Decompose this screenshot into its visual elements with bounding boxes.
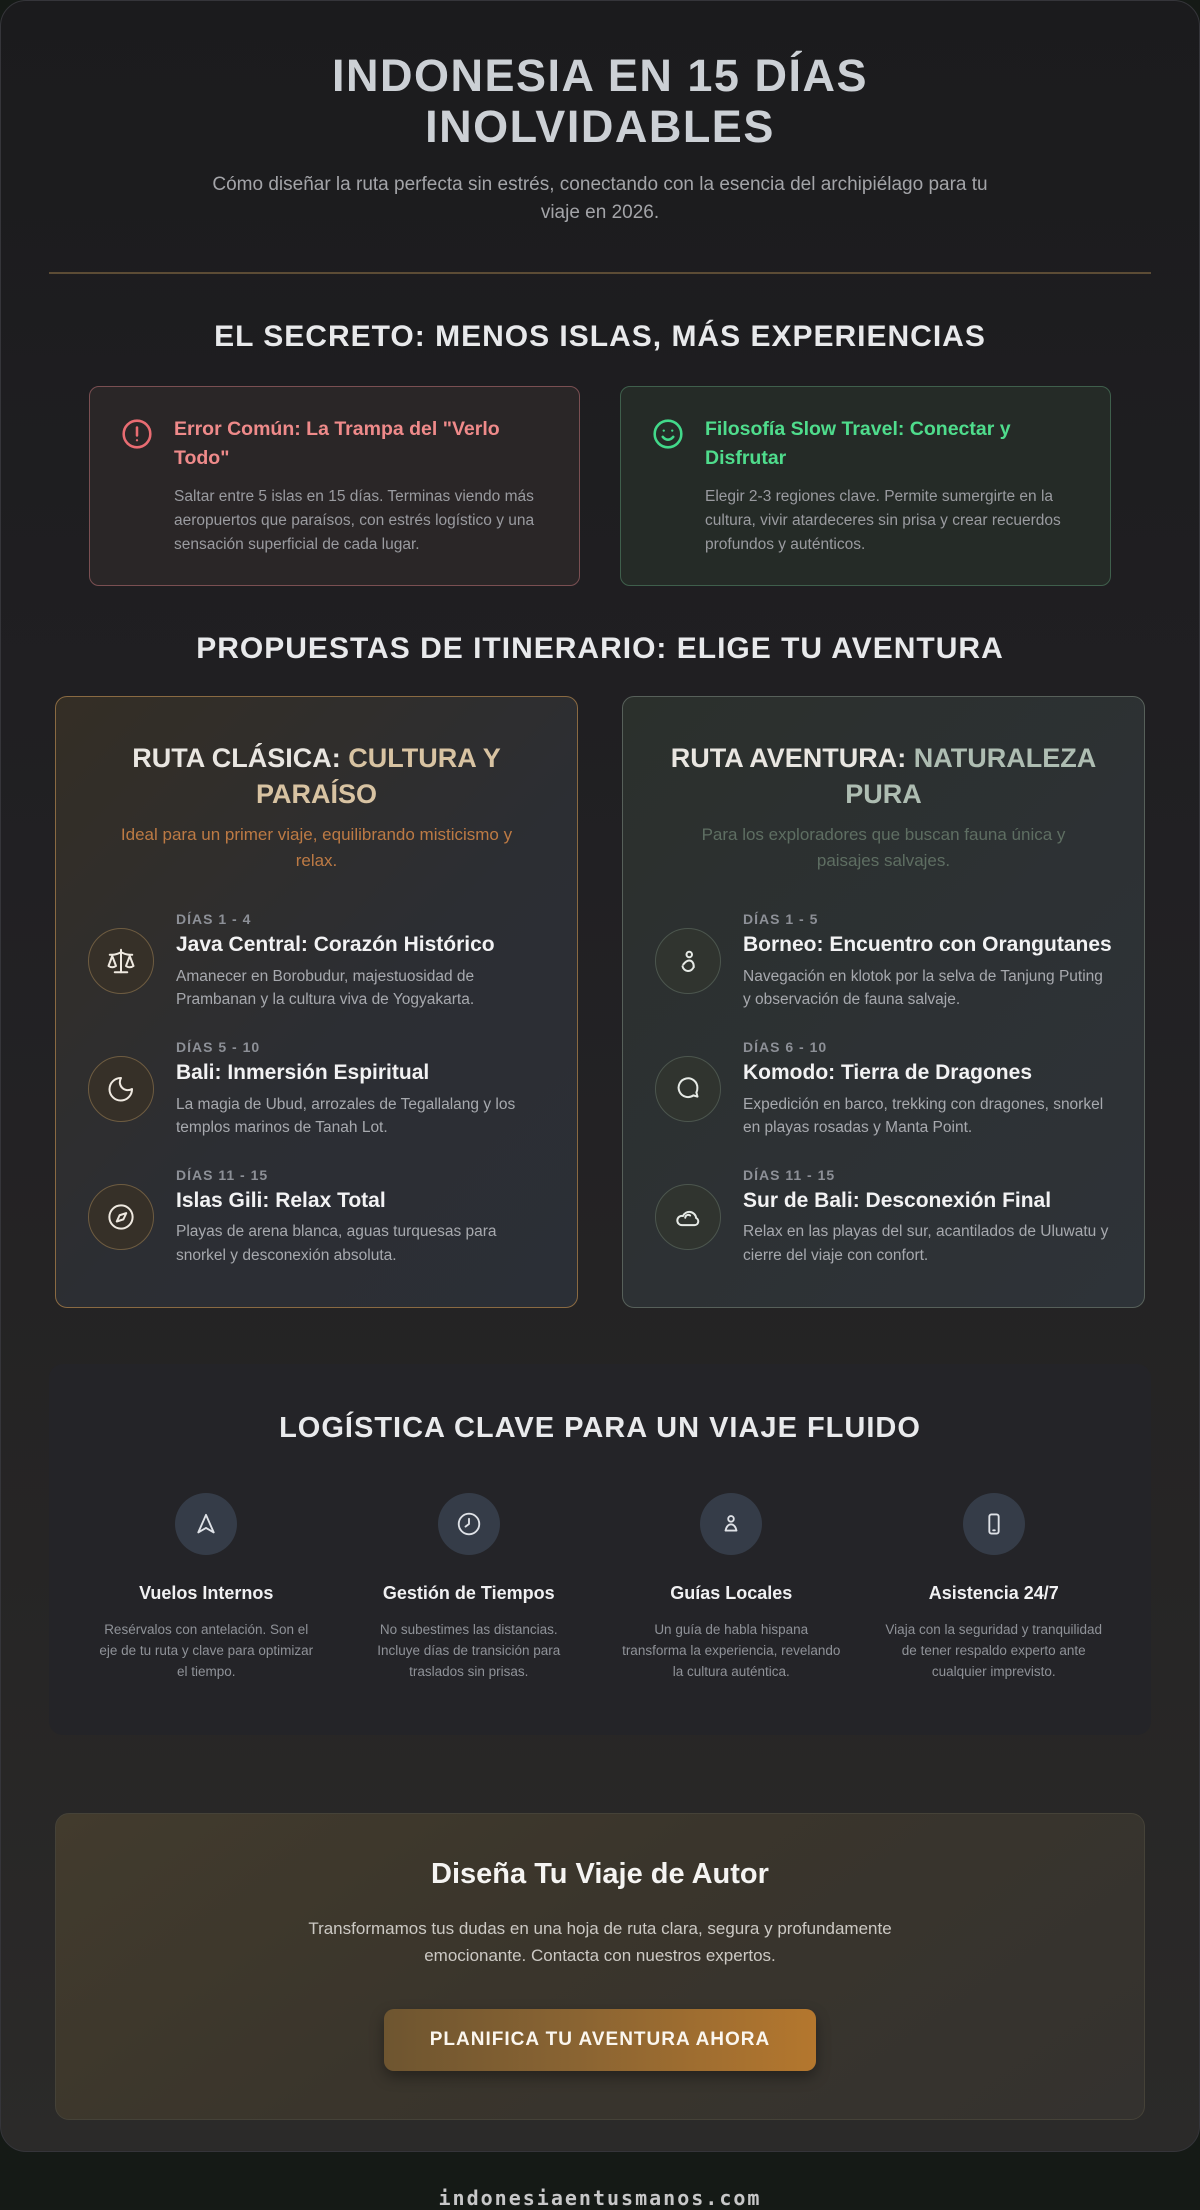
item-days: DÍAS 5 - 10 [176, 1039, 261, 1056]
item-desc: Relax en las playas del sur, acantilados de Uluwatu y cierre del viaje con confort. [743, 1223, 1109, 1264]
secret-section-heading: EL SECRETO: MENOS ISLAS, MÁS EXPERIENCIAS [214, 319, 986, 353]
guide-person-icon [700, 1493, 762, 1555]
plan-adventure-button[interactable]: PLANIFICA TU AVENTURA AHORA [384, 2009, 816, 2071]
page-title [61, 51, 1139, 153]
slow-travel-card [620, 386, 1111, 587]
route-classic-items [86, 911, 547, 1266]
item-days: DÍAS 6 - 10 [743, 1039, 828, 1056]
item-text [176, 1039, 545, 1139]
error-card-content [174, 415, 549, 558]
error-card-title: Error Común: La Trampa del "Verlo Todo" [174, 417, 500, 469]
route-adventure-title-highlight: NATURALEZA PURA [845, 743, 1097, 809]
logistics-item-guides [618, 1493, 845, 1683]
route-card-classic [55, 696, 578, 1308]
item-text [743, 1167, 1112, 1267]
route-adventure-subtitle: Para los exploradores que buscan fauna única y paisajes salvajes. [701, 825, 1066, 870]
item-title: Sur de Bali: Desconexión Final [743, 1189, 1052, 1213]
route-classic-title [94, 741, 539, 812]
item-text [176, 911, 545, 1011]
list-item [655, 1039, 1112, 1139]
route-adventure-title [661, 741, 1106, 812]
smartphone-icon [963, 1493, 1025, 1555]
slow-travel-card-content [705, 415, 1080, 558]
header-divider [49, 272, 1151, 274]
item-desc: Amanecer en Borobudur, majestuosidad de Prambanan y la cultura viva de Yogyakarta. [176, 967, 475, 1009]
item-title: Bali: Inmersión Espiritual [176, 1061, 430, 1085]
compass-icon [88, 1184, 154, 1250]
item-desc: Playas de arena blanca, aguas turquesas para snorkel y desconexión absoluta. [176, 1223, 497, 1264]
item-days: DÍAS 1 - 4 [176, 911, 252, 928]
item-title: Java Central: Corazón Histórico [176, 933, 495, 957]
logistics-heading: LOGÍSTICA CLAVE PARA UN VIAJE FLUIDO [279, 1411, 921, 1444]
logistics-item-desc: Resérvalos con antelación. Son el eje de tu ruta y clave para optimizar el tiempo. [99, 1621, 314, 1679]
logistics-item-flights [93, 1493, 320, 1683]
page-subtitle: Cómo diseñar la ruta perfecta sin estrés, conectando con la esencia del archipiélago para tu viaje en 2026. [212, 173, 988, 224]
error-card-body: Saltar entre 5 islas en 15 días. Terminas viendo más aeropuertos que paraísos, con estrés logístico y una sensación superficial de cada lugar. [174, 488, 535, 554]
logistics-item-desc: Un guía de habla hispana transforma la experiencia, revelando la cultura auténtica. [622, 1621, 841, 1679]
list-item [655, 1167, 1112, 1267]
logistics-item-desc: No subestimes las distancias. Incluye días de transición para traslados sin prisas. [377, 1621, 561, 1679]
scales-icon [88, 928, 154, 994]
item-title: Komodo: Tierra de Dragones [743, 1061, 1032, 1085]
smile-icon [651, 417, 685, 451]
alert-circle-icon [120, 417, 154, 451]
route-classic-title-prefix: RUTA CLÁSICA: [132, 743, 349, 774]
moon-icon [88, 1056, 154, 1122]
logistics-item-title: Asistencia 24/7 [928, 1582, 1059, 1603]
footer-domain: indonesiaentusmanos.com [438, 2186, 762, 2210]
logistics-item-timing [356, 1493, 583, 1683]
route-adventure-title-prefix: RUTA AVENTURA: [670, 743, 914, 774]
seated-person-icon [655, 928, 721, 994]
logistics-grid [93, 1493, 1107, 1683]
item-desc: Expedición en barco, trekking con dragones, snorkel en playas rosadas y Manta Point. [743, 1095, 1104, 1136]
route-adventure-items [653, 911, 1114, 1266]
chat-bubble-icon [655, 1056, 721, 1122]
logistics-item-desc: Viaja con la seguridad y tranquilidad de tener respaldo experto ante cualquier imprevisto. [885, 1621, 1103, 1679]
list-item [655, 911, 1112, 1011]
item-desc: La magia de Ubud, arrozales de Tegallalang y los templos marinos de Tanah Lot. [176, 1095, 516, 1136]
clock-icon [438, 1493, 500, 1555]
item-days: DÍAS 11 - 15 [176, 1167, 269, 1184]
item-text [743, 1039, 1112, 1139]
route-classic-subtitle: Ideal para un primer viaje, equilibrando misticismo y relax. [120, 825, 513, 870]
slow-travel-card-body: Elegir 2-3 regiones clave. Permite sumergirte en la cultura, vivir atardeceres sin prisa y crear recuerdos profundos y auténticos. [705, 488, 1061, 554]
cta-body: Transformamos tus dudas en una hoja de ruta clara, segura y profundamente emocionante. Contacta con nuestros expertos. [308, 1918, 892, 1965]
logistics-item-title: Vuelos Internos [139, 1582, 274, 1603]
itinerary-section-heading: PROPUESTAS DE ITINERARIO: ELIGE TU AVENTURA [196, 632, 1004, 666]
cta-card [55, 1813, 1145, 2120]
route-cards [55, 696, 1145, 1308]
logistics-item-title: Guías Locales [670, 1582, 793, 1603]
cloud-icon [655, 1184, 721, 1250]
route-card-adventure [622, 696, 1145, 1308]
slow-travel-card-title: Filosofía Slow Travel: Conectar y Disfrutar [705, 417, 1011, 469]
error-card [89, 386, 580, 587]
page-title-line1: INDONESIA EN 15 DÍAS [332, 50, 868, 101]
cta-title: Diseña Tu Viaje de Autor [431, 1857, 769, 1890]
item-days: DÍAS 11 - 15 [743, 1167, 836, 1184]
item-text [176, 1167, 545, 1267]
page-title-line2: INOLVIDABLES [425, 100, 775, 152]
logistics-card [49, 1364, 1151, 1735]
list-item [88, 911, 545, 1011]
item-text [743, 911, 1112, 1011]
item-desc: Navegación en klotok por la selva de Tanjung Puting y observación de fauna salvaje. [743, 967, 1103, 1009]
list-item [88, 1039, 545, 1139]
route-classic-title-highlight: CULTURA Y PARAÍSO [255, 743, 501, 809]
paper-plane-icon [175, 1493, 237, 1555]
logistics-item-title: Gestión de Tiempos [382, 1582, 555, 1603]
item-title: Islas Gili: Relax Total [176, 1189, 386, 1213]
item-days: DÍAS 1 - 5 [743, 911, 819, 928]
secret-cards [89, 386, 1111, 587]
logistics-item-assistance [881, 1493, 1108, 1683]
list-item [88, 1167, 545, 1267]
item-title: Borneo: Encuentro con Orangutanes [743, 933, 1112, 957]
